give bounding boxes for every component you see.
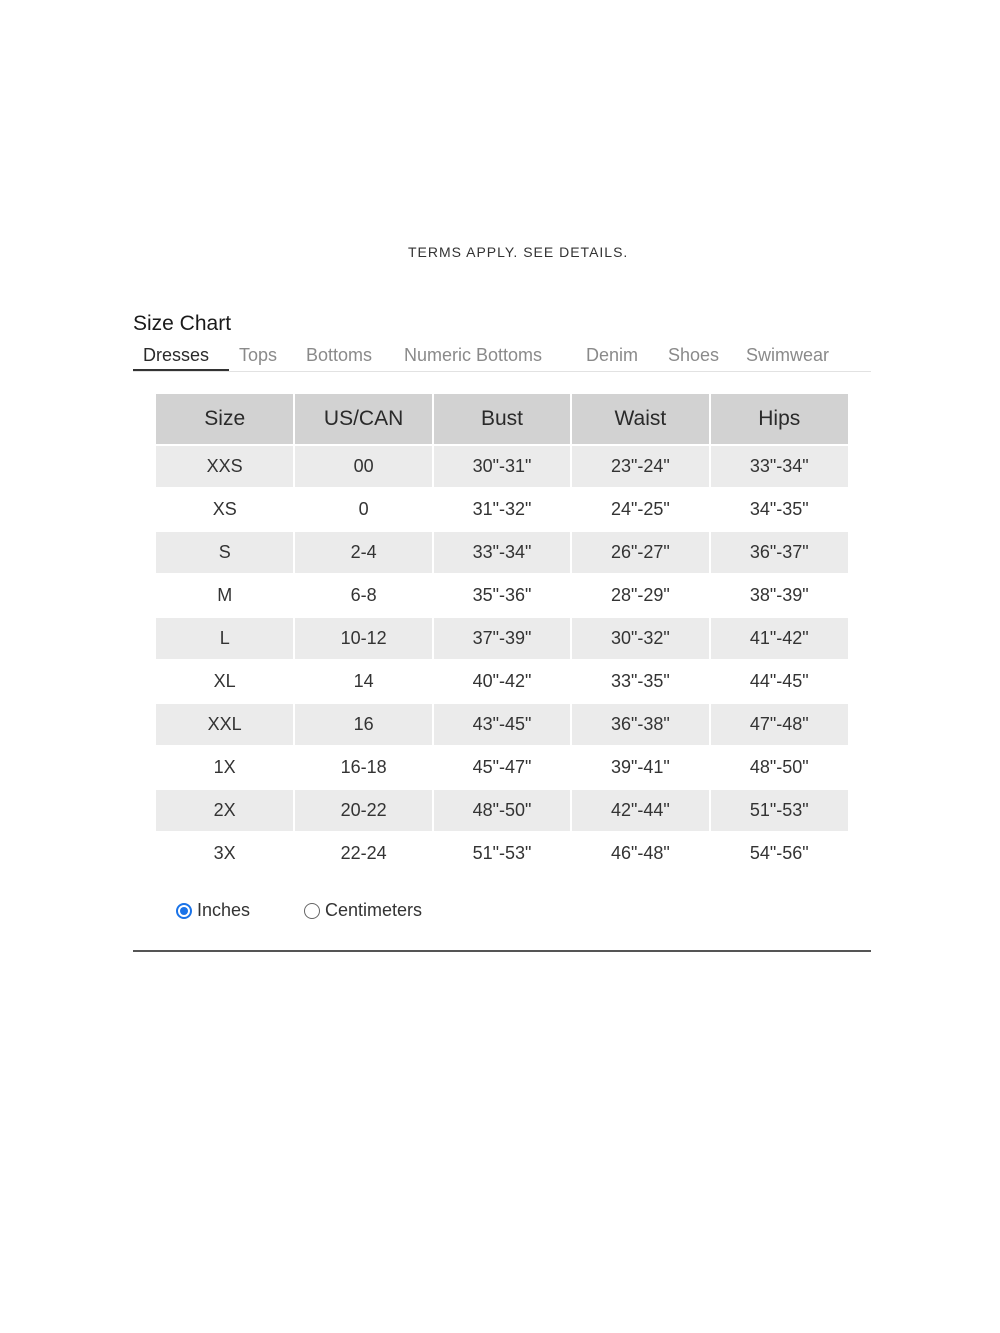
- cell-size: 3X: [156, 832, 294, 874]
- cell-hips: 41"-42": [710, 617, 848, 660]
- cell-size: 1X: [156, 746, 294, 789]
- tab-dresses[interactable]: Dresses: [143, 345, 210, 365]
- cell-size: M: [156, 574, 294, 617]
- cell-waist: 42"-44": [571, 789, 709, 832]
- cell-us-can: 16-18: [294, 746, 432, 789]
- table-row: [156, 789, 848, 832]
- see-details-link[interactable]: SEE DETAILS.: [523, 244, 629, 258]
- cell-us-can: 22-24: [294, 832, 432, 874]
- unit-selector: [176, 900, 576, 926]
- cell-us-can: 6-8: [294, 574, 432, 617]
- cell-waist: 39"-41": [571, 746, 709, 789]
- header-size: Size: [156, 394, 294, 445]
- cell-us-can: 16: [294, 703, 432, 746]
- bottom-divider: [133, 950, 871, 952]
- tab-shoes[interactable]: Shoes: [668, 345, 720, 365]
- tab-bottoms[interactable]: Bottoms: [306, 345, 373, 365]
- cell-hips: 47"-48": [710, 703, 848, 746]
- tab-tops[interactable]: Tops: [239, 345, 278, 365]
- table-row: [156, 703, 848, 746]
- cell-bust: 40"-42": [433, 660, 571, 703]
- cell-bust: 45"-47": [433, 746, 571, 789]
- cell-bust: 43"-45": [433, 703, 571, 746]
- cell-waist: 26"-27": [571, 531, 709, 574]
- cell-hips: 34"-35": [710, 488, 848, 531]
- size-chart-title: Size Chart: [133, 312, 232, 335]
- cell-size: 2X: [156, 789, 294, 832]
- cell-size: XXS: [156, 445, 294, 488]
- table-header-row: [156, 394, 848, 445]
- centimeters-label: Centimeters: [325, 900, 423, 920]
- table-row: [156, 531, 848, 574]
- header-waist: Waist: [571, 394, 709, 445]
- cell-bust: 35"-36": [433, 574, 571, 617]
- centimeters-option[interactable]: [304, 900, 422, 921]
- table-row: [156, 660, 848, 703]
- cell-waist: 30"-32": [571, 617, 709, 660]
- cell-waist: 24"-25": [571, 488, 709, 531]
- promo-terms-strip: [0, 236, 1000, 258]
- tab-numeric-bottoms[interactable]: Numeric Bottoms: [404, 345, 543, 365]
- tab-swimwear[interactable]: Swimwear: [746, 345, 830, 365]
- cell-us-can: 0: [294, 488, 432, 531]
- cell-us-can: 14: [294, 660, 432, 703]
- cell-bust: 33"-34": [433, 531, 571, 574]
- cell-us-can: 10-12: [294, 617, 432, 660]
- cell-bust: 48"-50": [433, 789, 571, 832]
- active-tab-indicator: [133, 369, 229, 371]
- table-row: [156, 832, 848, 874]
- cell-waist: 46"-48": [571, 832, 709, 874]
- centimeters-radio[interactable]: [304, 903, 320, 919]
- table-row: [156, 617, 848, 660]
- cell-hips: 36"-37": [710, 531, 848, 574]
- cell-hips: 33"-34": [710, 445, 848, 488]
- cell-hips: 44"-45": [710, 660, 848, 703]
- cell-size: L: [156, 617, 294, 660]
- table-row: [156, 445, 848, 488]
- cell-hips: 51"-53": [710, 789, 848, 832]
- cell-waist: 33"-35": [571, 660, 709, 703]
- header-hips: Hips: [710, 394, 848, 445]
- terms-text: TERMS APPLY.: [408, 244, 519, 258]
- header-bust: Bust: [433, 394, 571, 445]
- inches-label: Inches: [197, 900, 251, 920]
- cell-waist: 28"-29": [571, 574, 709, 617]
- table-row: [156, 574, 848, 617]
- cell-waist: 23"-24": [571, 445, 709, 488]
- cell-bust: 30"-31": [433, 445, 571, 488]
- cell-size: XS: [156, 488, 294, 531]
- inches-option[interactable]: [176, 900, 250, 921]
- size-chart-tabs: [133, 343, 871, 372]
- tab-denim[interactable]: Denim: [586, 345, 639, 365]
- cell-waist: 36"-38": [571, 703, 709, 746]
- cell-bust: 31"-32": [433, 488, 571, 531]
- cell-us-can: 2-4: [294, 531, 432, 574]
- table-row: [156, 488, 848, 531]
- table-row: [156, 746, 848, 789]
- cell-size: XL: [156, 660, 294, 703]
- cell-bust: 51"-53": [433, 832, 571, 874]
- promo-terms: [408, 244, 628, 258]
- cell-us-can: 20-22: [294, 789, 432, 832]
- cell-hips: 38"-39": [710, 574, 848, 617]
- cell-size: S: [156, 531, 294, 574]
- header-us-can: US/CAN: [294, 394, 432, 445]
- cell-us-can: 00: [294, 445, 432, 488]
- cell-size: XXL: [156, 703, 294, 746]
- cell-hips: 48"-50": [710, 746, 848, 789]
- size-table: [156, 394, 848, 874]
- cell-hips: 54"-56": [710, 832, 848, 874]
- cell-bust: 37"-39": [433, 617, 571, 660]
- inches-radio[interactable]: [176, 903, 192, 919]
